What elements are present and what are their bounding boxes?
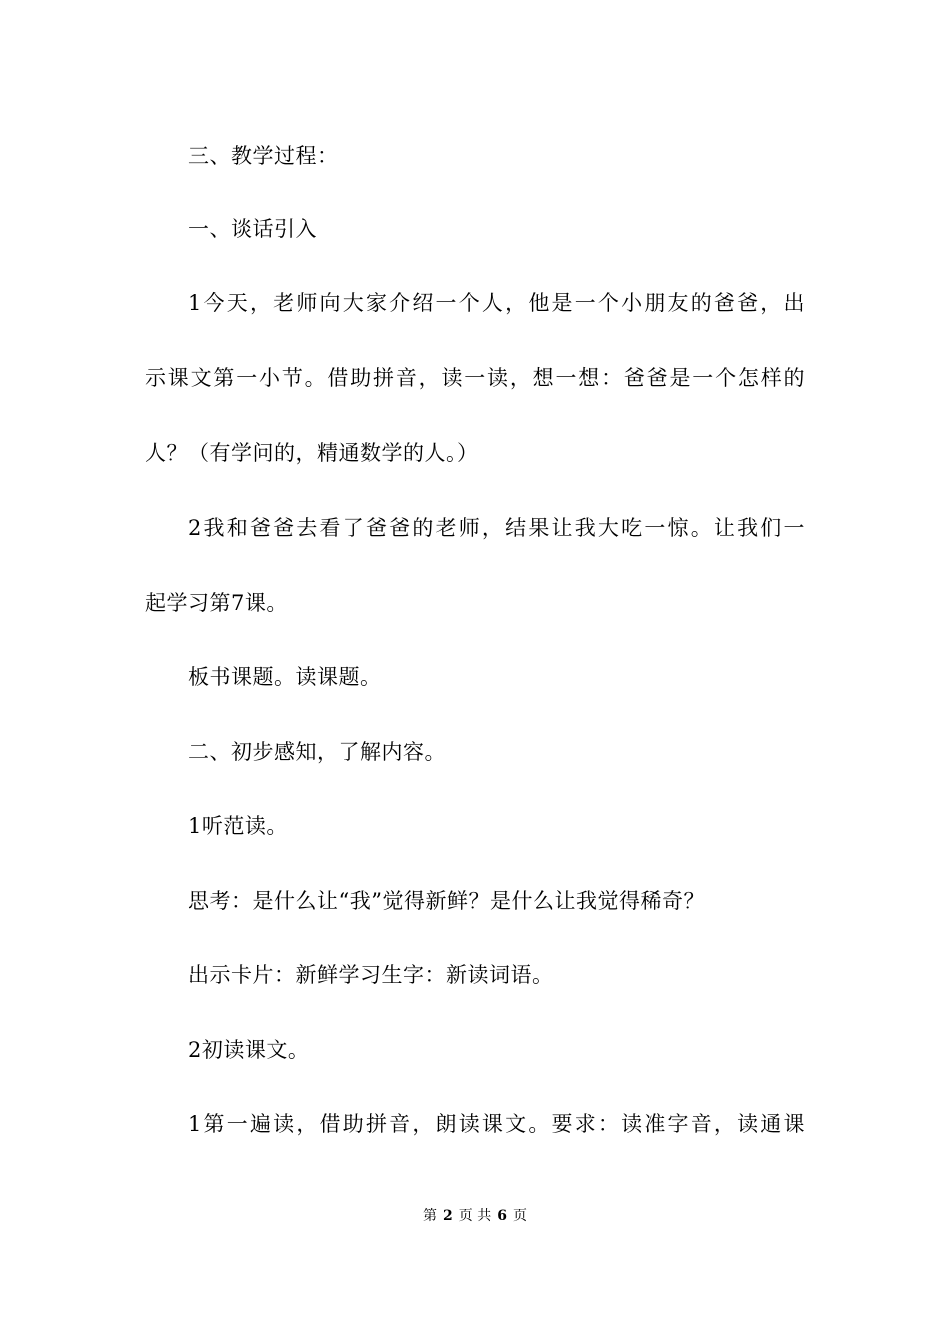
paragraph-line: 1第一遍读，借助拼音，朗读课文。要求：读准字音，读通课	[188, 1112, 805, 1136]
total-pages-number: 6	[497, 1208, 507, 1224]
subsection-heading: 一、谈话引入	[188, 217, 317, 241]
page-footer	[0, 1207, 950, 1225]
current-page-number: 2	[443, 1208, 453, 1224]
footer-prefix: 第	[423, 1208, 438, 1224]
paragraph-line: 思考：是什么让“我”觉得新鲜？是什么让我觉得稀奇？	[188, 889, 705, 913]
paragraph-line: 出示卡片：新鲜学习生字：新读词语。	[188, 963, 554, 987]
footer-suffix: 页	[512, 1208, 527, 1224]
paragraph-line: 人？（有学问的，精通数学的人。）	[145, 441, 479, 465]
paragraph-line: 板书课题。读课题。	[188, 665, 382, 689]
paragraph-line: 2初读课文。	[188, 1038, 310, 1062]
paragraph-line: 1今天，老师向大家介绍一个人，他是一个小朋友的爸爸，出	[188, 291, 805, 315]
section-heading: 三、教学过程：	[188, 144, 339, 168]
subsection-heading: 二、初步感知，了解内容。	[188, 740, 446, 764]
paragraph-line: 起学习第7课。	[145, 591, 288, 615]
paragraph-line: 示课文第一小节。借助拼音，读一读，想一想：爸爸是一个怎样的	[145, 366, 805, 390]
footer-middle: 页 共	[458, 1208, 492, 1224]
paragraph-line: 2我和爸爸去看了爸爸的老师，结果让我大吃一惊。让我们一	[188, 516, 805, 540]
paragraph-line: 1听范读。	[188, 814, 288, 838]
